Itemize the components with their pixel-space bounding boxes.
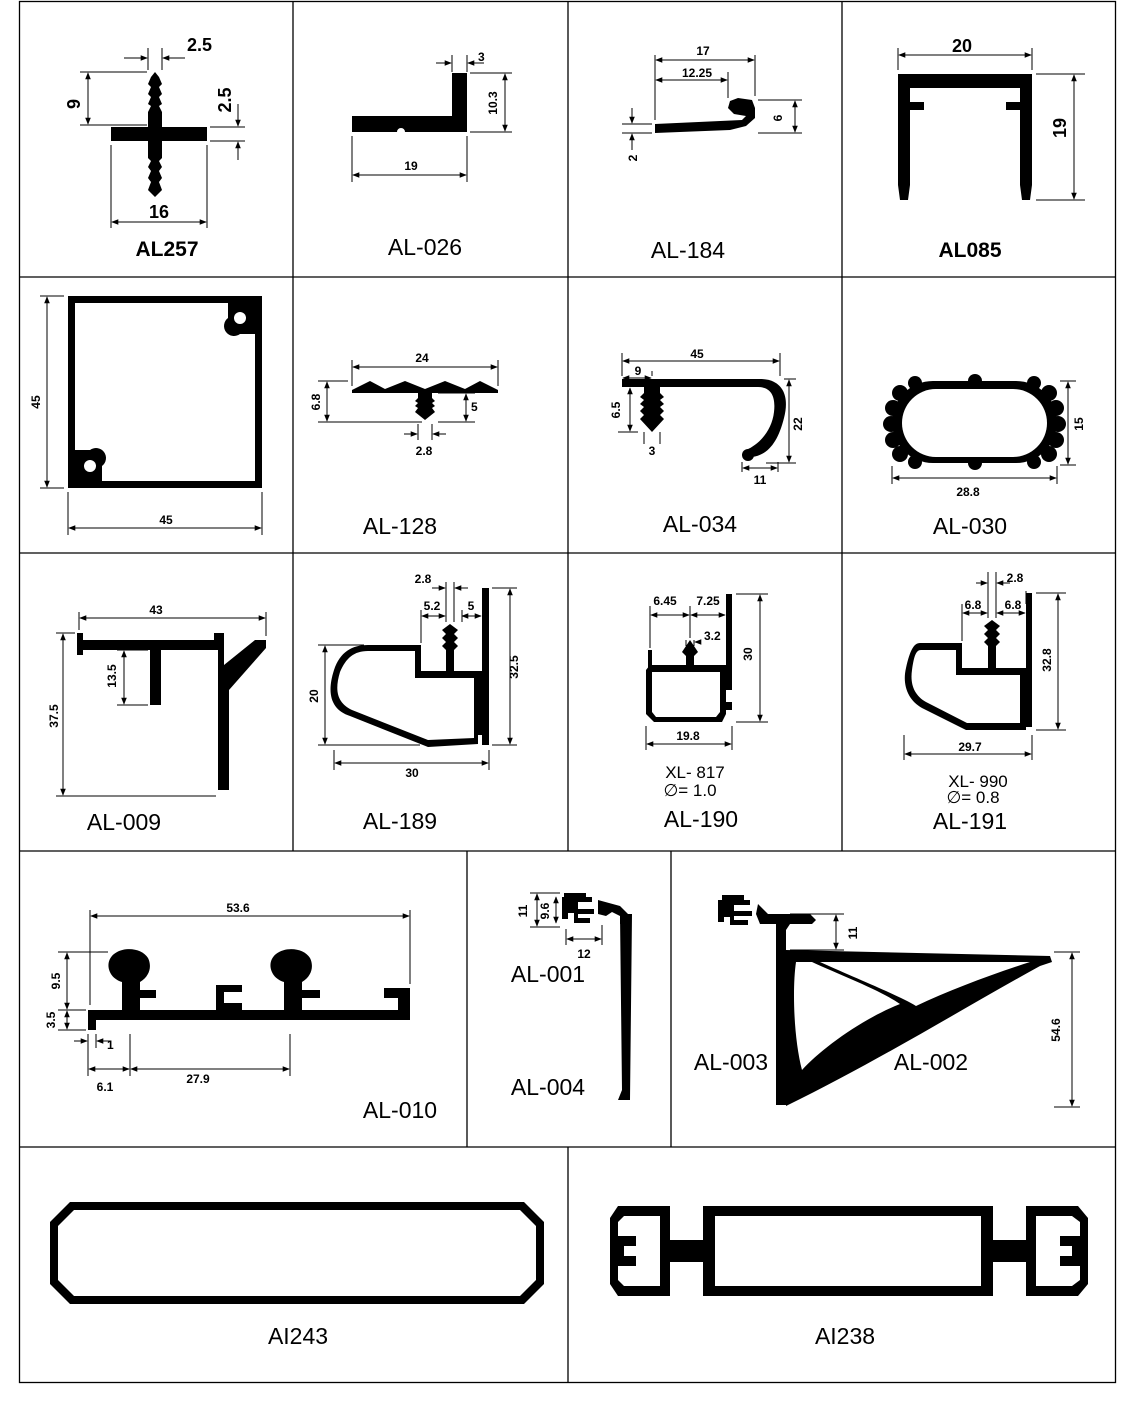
al190-code: AL-190 xyxy=(663,806,739,832)
al128-dim-bottom: 2.8 xyxy=(415,444,433,458)
profile-al010 xyxy=(44,901,437,1123)
al085-dim-top: 20 xyxy=(951,36,973,56)
al034-dim-bottom: 3 xyxy=(648,444,656,458)
al085-cross-section xyxy=(898,74,1032,200)
ai238-left-channel xyxy=(610,1206,703,1296)
al034-dim-left: 6.5 xyxy=(609,401,623,419)
al010-dim-e: 27.9 xyxy=(186,1072,210,1086)
al004-cross-section xyxy=(618,914,632,1100)
profile-ai238 xyxy=(610,1206,1088,1349)
square-tube-dim-bottom: 45 xyxy=(159,513,173,527)
ai238-code: AI238 xyxy=(814,1323,876,1349)
al189-dim-c: 5 xyxy=(467,599,475,613)
square-tube-screw-port-top xyxy=(224,303,255,336)
al030-dim-bottom: 28.8 xyxy=(956,485,980,499)
al026-dim-top: 3 xyxy=(478,50,485,64)
al001-code: AL-001 xyxy=(510,961,586,987)
al190-dim-c: 3.2 xyxy=(704,629,721,643)
profile-al184 xyxy=(622,44,802,263)
al190-dim-right: 30 xyxy=(741,647,755,661)
al128-dim-right: 5 xyxy=(471,400,478,414)
al190-dim-b: 7.25 xyxy=(696,594,720,608)
al010-dim-d: 6.1 xyxy=(96,1080,114,1094)
al034-dim-top: 45 xyxy=(690,347,704,361)
al009-dim-left: 37.5 xyxy=(47,704,61,728)
al189-dim-right: 32.5 xyxy=(507,655,521,679)
square-tube-screw-port-bottom xyxy=(75,448,106,481)
al034-dim-inner: 9 xyxy=(634,364,642,378)
profile-ai243 xyxy=(50,1202,544,1349)
al191-dim-right: 32.8 xyxy=(1040,648,1054,672)
al085-code: AL085 xyxy=(938,239,1002,262)
al189-dim-b: 5.2 xyxy=(423,599,441,613)
al128-dim-top: 24 xyxy=(415,351,429,365)
profile-square-tube xyxy=(29,296,262,535)
al128-code: AL-128 xyxy=(362,513,438,539)
al190-cross-section xyxy=(646,594,732,722)
al001-dim-c: 12 xyxy=(577,947,591,961)
profile-al257 xyxy=(64,35,245,261)
al184-dim-top: 17 xyxy=(696,44,710,58)
al189-cross-section xyxy=(331,588,489,747)
al010-cross-section xyxy=(88,949,410,1030)
al184-cross-section xyxy=(655,98,755,133)
al189-dim-bottom: 30 xyxy=(405,766,419,780)
al190-note-thickness: ∅= 1.0 xyxy=(663,781,717,800)
profile-al030 xyxy=(883,374,1086,539)
al030-code: AL-030 xyxy=(932,513,1008,539)
profile-al085 xyxy=(898,36,1085,262)
profile-al002-al003 xyxy=(694,895,1080,1107)
al026-code: AL-026 xyxy=(387,234,463,260)
al191-dim-c: 6.8 xyxy=(1004,598,1022,612)
al257-dim-top: 2.5 xyxy=(187,35,213,55)
al189-dim-left: 20 xyxy=(307,689,321,703)
al003-code: AL-003 xyxy=(693,1049,769,1075)
al009-dim-top: 43 xyxy=(149,603,163,617)
al030-dim-right: 15 xyxy=(1072,417,1086,431)
al190-dim-bottom: 19.8 xyxy=(676,729,700,743)
profile-al128 xyxy=(309,351,498,539)
profile-al009 xyxy=(47,603,266,835)
al001-dim-b: 9.6 xyxy=(538,902,552,920)
profile-al189 xyxy=(307,572,521,834)
al190-dim-a: 6.45 xyxy=(653,594,677,608)
al010-dim-b: 3.5 xyxy=(44,1011,58,1029)
al001-cross-section xyxy=(562,893,628,924)
al184-dim-left: 2 xyxy=(626,154,640,162)
al001-dim-a: 11 xyxy=(516,904,530,918)
al184-dim-right: 6 xyxy=(771,114,785,122)
al085-dim-right: 19 xyxy=(1050,117,1070,139)
al257-dim-right: 2.5 xyxy=(215,87,235,113)
al009-code: AL-009 xyxy=(86,809,162,835)
al034-code: AL-034 xyxy=(662,511,738,537)
al257-dim-bottom: 16 xyxy=(148,202,170,222)
al002-dim-b: 54.6 xyxy=(1049,1018,1063,1042)
al026-dim-right: 10.3 xyxy=(486,91,500,115)
ai243-cross-section xyxy=(50,1202,544,1304)
al257-code: AL257 xyxy=(135,238,199,261)
al009-dim-inner: 13.5 xyxy=(105,664,119,688)
al004-code: AL-004 xyxy=(510,1074,586,1100)
al189-dim-a: 2.8 xyxy=(414,572,432,586)
al002-cross-section xyxy=(786,950,1052,1106)
al191-cross-section xyxy=(905,593,1032,730)
al034-dim-right: 22 xyxy=(791,417,805,431)
al191-code: AL-191 xyxy=(932,808,1008,834)
catalog-grid xyxy=(20,2,1116,1383)
al128-dim-left: 6.8 xyxy=(309,393,323,411)
al257-cross-section xyxy=(111,72,207,197)
al010-dim-a: 9.5 xyxy=(49,972,63,990)
al010-dim-c: 1 xyxy=(107,1038,114,1052)
al010-dim-top: 53.6 xyxy=(226,901,250,915)
profile-al191 xyxy=(904,571,1066,834)
profile-al001-al004 xyxy=(511,893,632,1100)
al191-dim-b: 6.8 xyxy=(964,598,982,612)
al191-dim-bottom: 29.7 xyxy=(958,740,982,754)
square-tube-dim-left: 45 xyxy=(29,395,43,409)
profile-al034 xyxy=(609,347,805,537)
al009-cross-section xyxy=(77,633,266,790)
al026-dim-bottom: 19 xyxy=(404,159,418,173)
al030-inner-opening xyxy=(902,389,1047,457)
al190-note-series: XL- 817 xyxy=(665,763,725,782)
ai238-right-channel xyxy=(993,1206,1088,1296)
al191-dim-a: 2.8 xyxy=(1006,571,1024,585)
al010-code: AL-010 xyxy=(362,1097,438,1123)
al184-dim-inner: 12.25 xyxy=(681,66,713,80)
al002-code: AL-002 xyxy=(893,1049,969,1075)
al034-cross-section xyxy=(622,379,786,457)
profile-al190 xyxy=(646,594,768,832)
al034-dim-lip: 11 xyxy=(753,473,767,487)
al191-note-thickness: ∅= 0.8 xyxy=(946,788,1000,807)
al191-note-series: XL- 990 xyxy=(948,772,1008,791)
al026-cross-section xyxy=(352,73,467,132)
al189-code: AL-189 xyxy=(362,808,438,834)
al002-dim-a: 11 xyxy=(846,926,860,940)
al184-code: AL-184 xyxy=(650,237,726,263)
al257-dim-left: 9 xyxy=(64,98,84,110)
ai243-code: AI243 xyxy=(267,1323,329,1349)
profile-al026 xyxy=(352,50,512,260)
